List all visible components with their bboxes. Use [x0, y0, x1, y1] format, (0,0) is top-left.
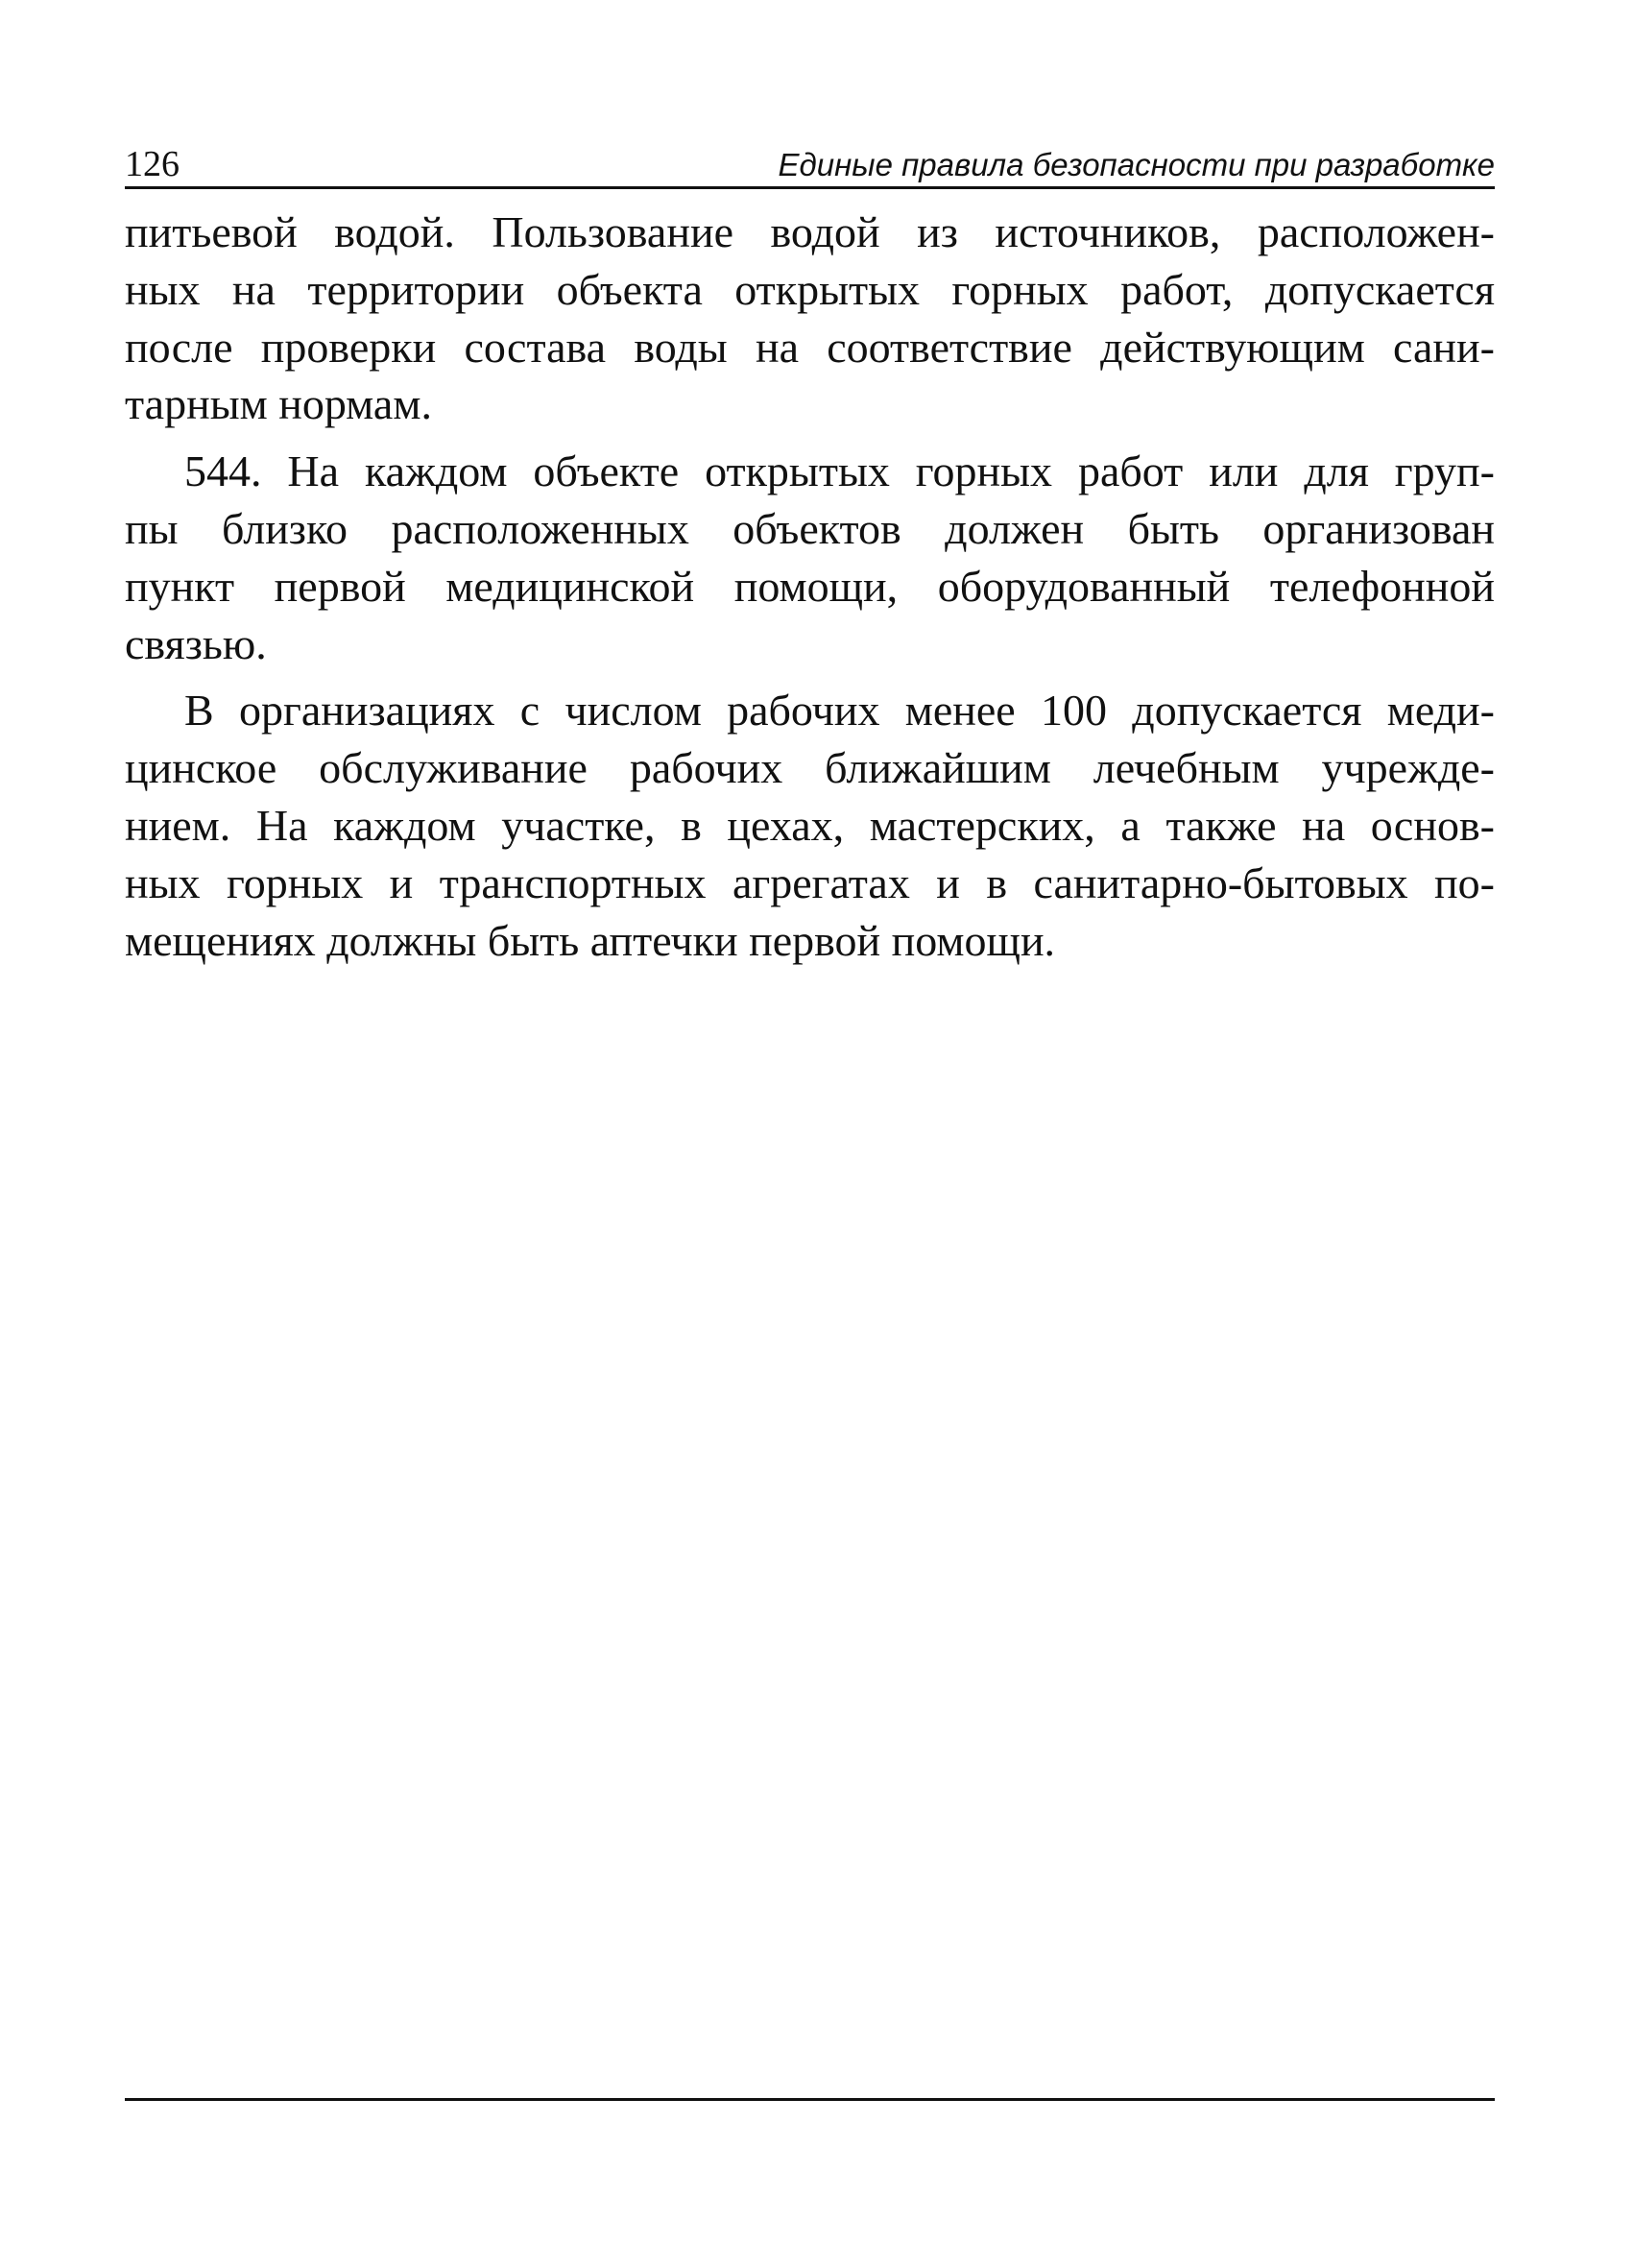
text-line: В организациях с числом рабочих менее 100 допускается меди- — [184, 686, 1495, 736]
page-number: 126 — [125, 144, 180, 184]
body-text — [125, 204, 1495, 969]
paragraph-544-first-aid-post — [125, 443, 1495, 672]
text-line: нием. На каждом участке, в цехах, мастерских, а также на основ- — [125, 800, 1495, 850]
text-line: тарным нормам. — [125, 379, 432, 429]
text-line: пункт первой медицинской помощи, оборудованный телефонной — [125, 561, 1495, 611]
text-line: после проверки состава воды на соответствие действующим сани- — [125, 322, 1495, 372]
paragraph-drinking-water — [125, 204, 1495, 433]
running-title: Единые правила безопасности при разработке — [778, 147, 1495, 182]
text-line: мещениях должны быть аптечки первой помощи. — [125, 915, 1056, 965]
text-line: ных горных и транспортных агрегатах и в санитарно-бытовых по- — [125, 857, 1495, 907]
text-line: связью. — [125, 618, 267, 668]
text-line: питьевой водой. Пользование водой из источников, расположен- — [125, 207, 1495, 256]
running-header — [125, 140, 1495, 189]
footer-divider — [125, 2098, 1495, 2101]
paragraph-first-aid-kits — [125, 682, 1495, 969]
text-line: ных на территории объекта открытых горных работ, допускается — [125, 264, 1495, 314]
text-line: цинское обслуживание рабочих ближайшим лечебным учрежде- — [125, 743, 1495, 793]
text-line: 544. На каждом объекте открытых горных работ или для груп- — [184, 446, 1495, 496]
text-line: пы близко расположенных объектов должен быть организован — [125, 503, 1495, 553]
